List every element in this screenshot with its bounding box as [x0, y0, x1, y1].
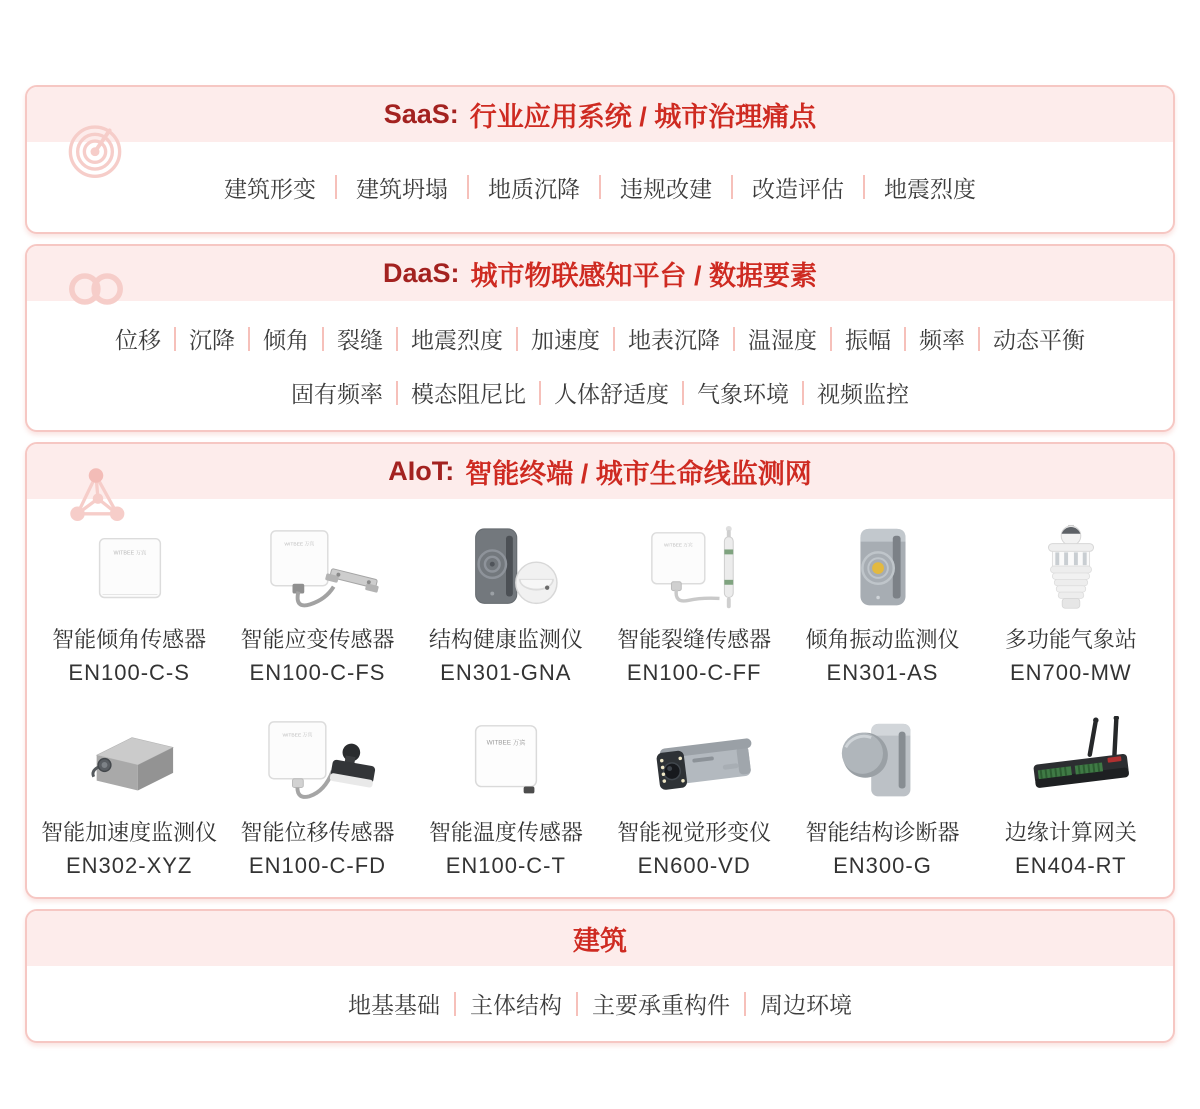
product-name: 智能位移传感器	[240, 820, 395, 845]
section-building-header	[27, 911, 1173, 966]
vision-deformation-camera-image	[600, 716, 788, 814]
capability-item: 加速度	[531, 327, 600, 353]
section-daas-header	[27, 246, 1173, 301]
crack-sensor-image	[600, 523, 788, 621]
item-separator	[830, 327, 832, 351]
product-name: 智能裂缝传感器	[617, 627, 772, 652]
capability-item: 违规改建	[620, 175, 712, 202]
product-card	[977, 523, 1165, 688]
section-aiot-title-prefix: AIoT:	[388, 456, 455, 486]
capability-item: 位移	[115, 327, 161, 353]
product-model: EN100-C-T	[445, 853, 566, 878]
product-grid	[27, 499, 1173, 897]
tilt-sensor-image	[35, 523, 223, 621]
item-separator	[978, 327, 980, 351]
item-separator	[802, 381, 804, 405]
capability-item: 模态阻尼比	[411, 381, 526, 407]
section-aiot-title: 智能终端 / 城市生命线监测网	[465, 459, 812, 489]
weather-station-image	[977, 523, 1165, 621]
section-saas-items	[27, 142, 1173, 232]
item-separator	[516, 327, 518, 351]
capability-item: 周边环境	[760, 992, 852, 1018]
product-name: 智能视觉形变仪	[617, 820, 772, 845]
item-separator	[539, 381, 541, 405]
section-aiot-header	[27, 444, 1173, 499]
item-separator	[904, 327, 906, 351]
item-separator	[599, 175, 601, 199]
product-name: 智能加速度监测仪	[41, 820, 218, 845]
item-separator	[744, 992, 746, 1016]
section-saas-header	[27, 87, 1173, 142]
capability-item: 改造评估	[752, 175, 844, 202]
section-saas-title-prefix: SaaS:	[383, 99, 459, 129]
capability-item: 动态平衡	[993, 327, 1085, 353]
item-separator	[733, 327, 735, 351]
product-name: 智能应变传感器	[240, 627, 395, 652]
section-building	[25, 909, 1175, 1043]
capability-item: 建筑坍塌	[356, 175, 448, 202]
structure-health-monitor-image	[412, 523, 600, 621]
product-card	[788, 716, 976, 881]
capability-item: 地质沉降	[488, 175, 580, 202]
displacement-sensor-image	[223, 716, 411, 814]
section-daas	[25, 244, 1175, 432]
product-name: 多功能气象站	[1004, 627, 1137, 652]
item-separator	[335, 175, 337, 199]
section-daas-item-rows	[27, 301, 1173, 430]
capability-item: 地表沉降	[628, 327, 720, 353]
capability-item: 地震烈度	[884, 175, 976, 202]
section-daas-items-row1	[27, 322, 1173, 355]
product-model: EN404-RT	[1015, 853, 1127, 878]
section-saas	[25, 85, 1175, 234]
product-model: EN301-GNA	[440, 660, 572, 685]
product-card	[977, 716, 1165, 881]
product-name: 智能温度传感器	[428, 820, 583, 845]
section-aiot	[25, 442, 1175, 899]
section-saas-title: 行业应用系统 / 城市治理痛点	[469, 102, 817, 132]
capability-item: 人体舒适度	[554, 381, 669, 407]
product-card	[223, 523, 411, 688]
product-name: 智能倾角传感器	[52, 627, 207, 652]
capability-item: 地震烈度	[411, 327, 503, 353]
section-daas-items-row2	[27, 376, 1173, 409]
temperature-sensor-image	[412, 716, 600, 814]
capability-item: 倾角	[263, 327, 309, 353]
product-model: EN100-C-FS	[249, 660, 386, 685]
product-model: EN700-MW	[1009, 660, 1132, 685]
product-card	[223, 716, 411, 881]
item-separator	[454, 992, 456, 1016]
product-card	[412, 716, 600, 881]
capability-item: 主要承重构件	[592, 992, 730, 1018]
capability-item: 温湿度	[748, 327, 817, 353]
capability-item: 振幅	[845, 327, 891, 353]
capability-item: 视频监控	[817, 381, 909, 407]
product-model: EN302-XYZ	[65, 853, 193, 878]
capability-item: 地基基础	[348, 992, 440, 1018]
edge-gateway-image	[977, 716, 1165, 814]
product-model: EN100-C-FD	[248, 853, 387, 878]
capability-item: 主体结构	[470, 992, 562, 1018]
item-separator	[613, 327, 615, 351]
product-card	[35, 716, 223, 881]
product-name: 智能结构诊断器	[805, 820, 960, 845]
item-separator	[396, 327, 398, 351]
structure-diagnosis-device-image	[788, 716, 976, 814]
product-model: EN300-G	[833, 853, 932, 878]
item-separator	[174, 327, 176, 351]
capability-item: 固有频率	[291, 381, 383, 407]
capability-item: 沉降	[189, 327, 235, 353]
tilt-vibration-monitor-image	[788, 523, 976, 621]
product-card	[788, 523, 976, 688]
strain-sensor-image	[223, 523, 411, 621]
section-daas-title-prefix: DaaS:	[382, 258, 460, 288]
section-building-items	[27, 966, 1173, 1041]
item-separator	[396, 381, 398, 405]
section-daas-title: 城市物联感知平台 / 数据要素	[470, 261, 818, 291]
item-separator	[322, 327, 324, 351]
product-model: EN600-VD	[637, 853, 751, 878]
product-card	[600, 716, 788, 881]
acceleration-monitor-image	[35, 716, 223, 814]
product-name: 倾角振动监测仪	[805, 627, 960, 652]
capability-item: 频率	[919, 327, 965, 353]
item-separator	[576, 992, 578, 1016]
product-model: EN301-AS	[826, 660, 939, 685]
capability-item: 裂缝	[337, 327, 383, 353]
section-building-title: 建筑	[573, 926, 627, 956]
item-separator	[863, 175, 865, 199]
product-card	[600, 523, 788, 688]
item-separator	[682, 381, 684, 405]
product-model: EN100-C-FF	[626, 660, 762, 685]
product-card	[35, 523, 223, 688]
capability-item: 建筑形变	[224, 175, 316, 202]
item-separator	[248, 327, 250, 351]
item-separator	[731, 175, 733, 199]
product-name: 边缘计算网关	[1004, 820, 1137, 845]
product-name: 结构健康监测仪	[428, 627, 583, 652]
product-model: EN100-C-S	[68, 660, 190, 685]
item-separator	[467, 175, 469, 199]
product-card	[412, 523, 600, 688]
capability-item: 气象环境	[697, 381, 789, 407]
